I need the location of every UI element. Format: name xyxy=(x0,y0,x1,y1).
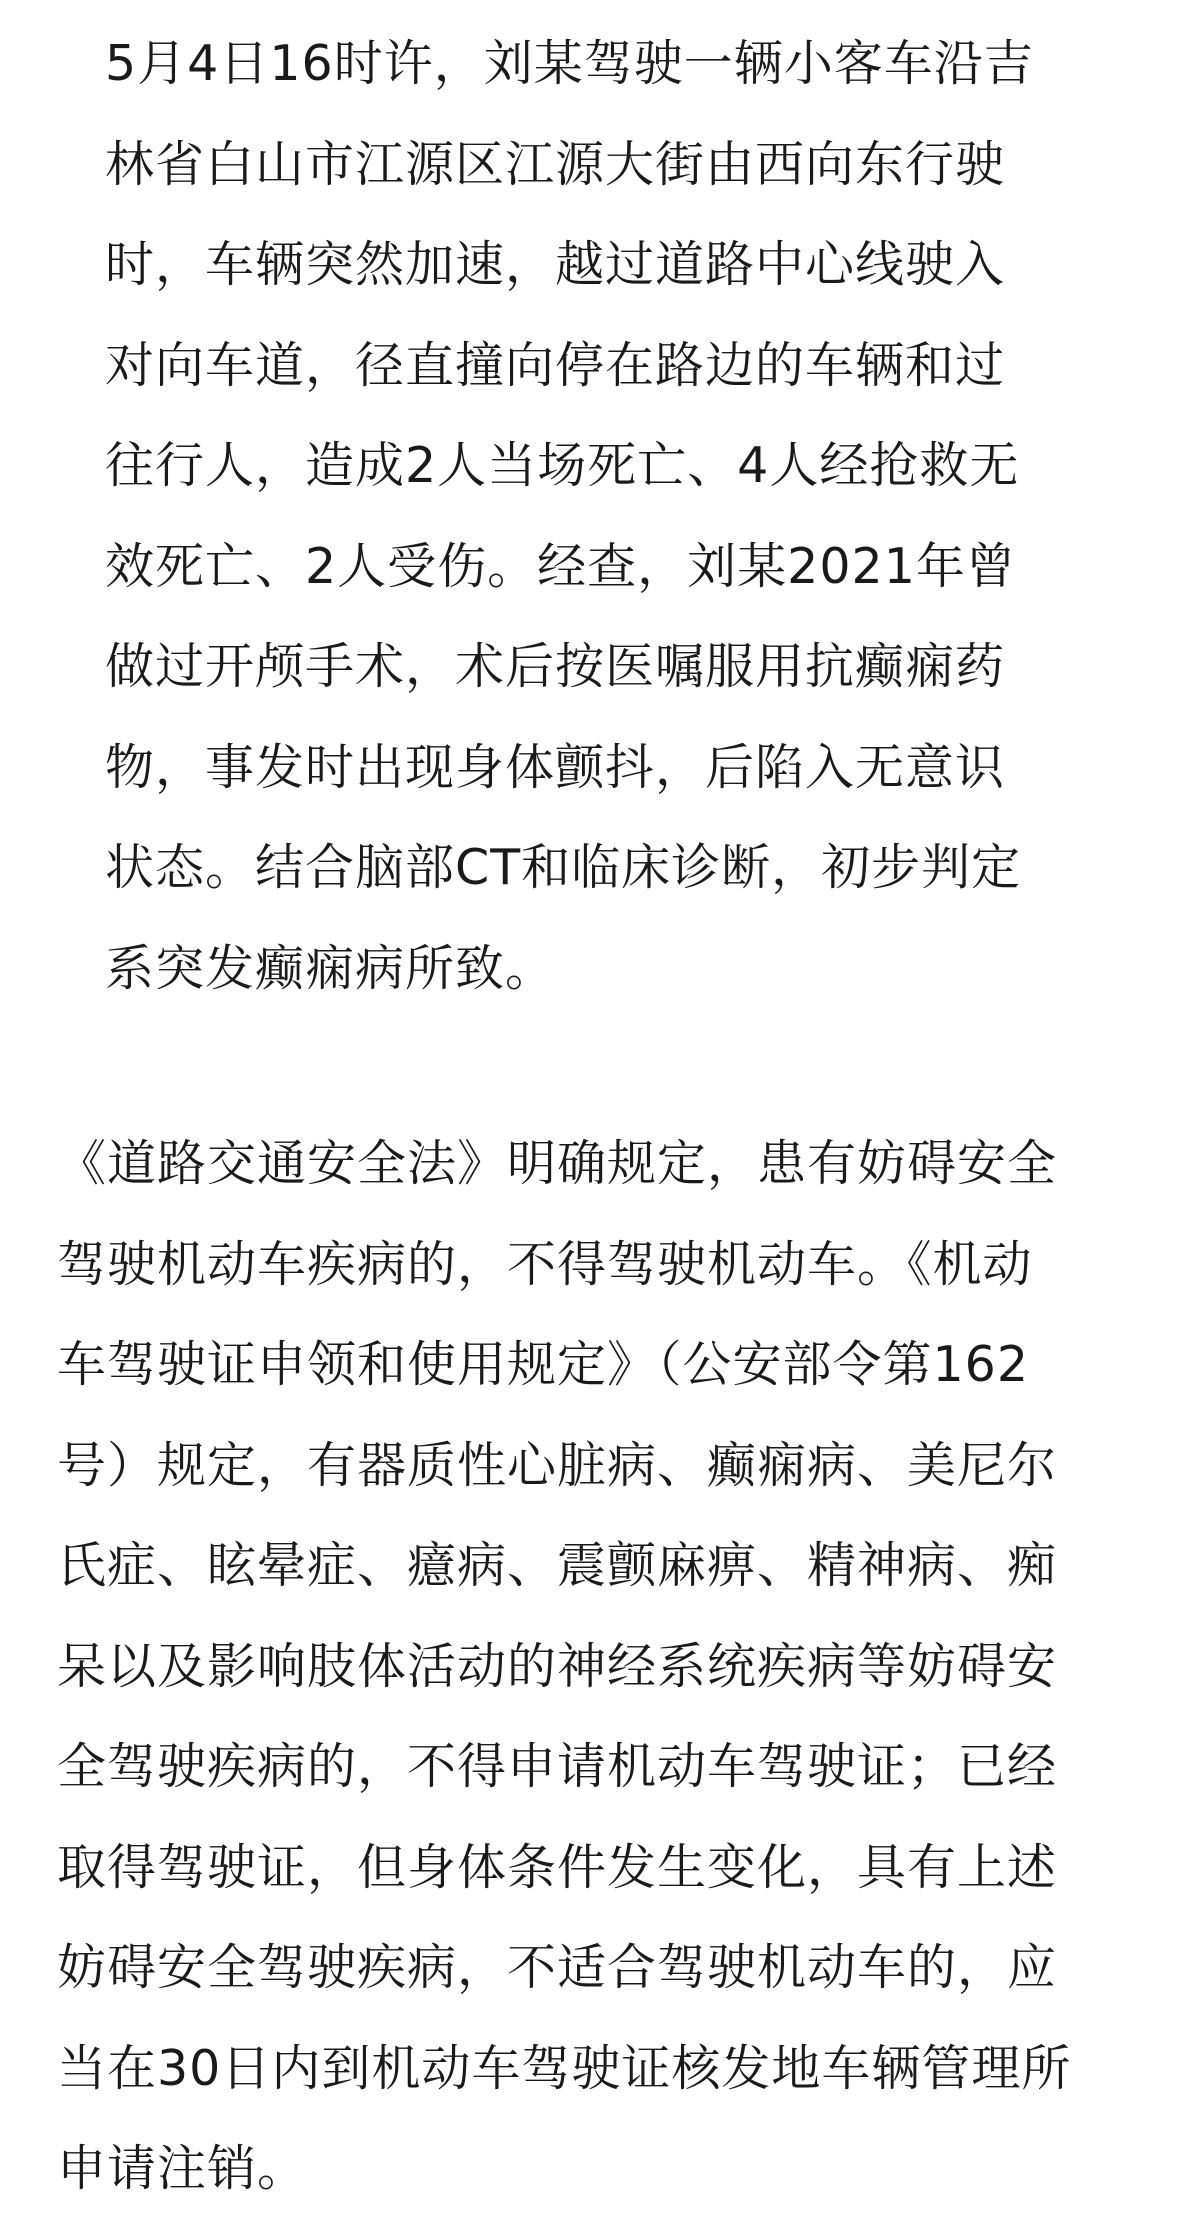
text-line: 当在30日内到机动车驾驶证核发地车辆管理所 xyxy=(57,2039,1072,2097)
paragraph-regulations xyxy=(57,1114,1071,2220)
text-line: 《道路交通安全法》明确规定，患有妨碍安全 xyxy=(57,1135,1058,1192)
text-line: 效死亡、2人受伤。经查，刘某2021年曾 xyxy=(105,537,1016,595)
text-line: 状态。结合脑部CT和临床诊断，初步判定 xyxy=(105,839,1022,896)
text-line: 林省白山市江源区江源大街由西向东行驶 xyxy=(105,135,1006,193)
text-line: 妨碍安全驾驶疾病，不适合驾驶机动车的，应 xyxy=(57,1939,1058,1996)
text-line: 号）规定，有器质性心脏病、癫痫病、美尼尔 xyxy=(57,1436,1058,1494)
text-line: 往行人，造成2人当场死亡、4人经抢救无 xyxy=(105,437,1020,494)
text-line: 做过开颅手术，术后按医嘱服用抗癫痫药 xyxy=(105,638,1006,695)
text-line: 申请注销。 xyxy=(57,2140,308,2197)
text-line: 5月4日16时许，刘某驾驶一辆小客车沿吉 xyxy=(105,35,1034,92)
text-line: 氏症、眩晕症、癔病、震颤麻痹、精神病、痴 xyxy=(57,1537,1058,1594)
text-line: 驾驶机动车疾病的，不得驾驶机动车。《机动 xyxy=(57,1235,1033,1293)
text-line: 物，事发时出现身体颤抖，后陷入无意识 xyxy=(105,738,1006,796)
text-line: 系突发癫痫病所致。 xyxy=(105,939,556,997)
paragraph-incident xyxy=(105,14,1034,1019)
text-line: 时，车辆突然加速，越过道路中心线驶入 xyxy=(105,236,1006,293)
text-line: 呆以及影响肢体活动的神经系统疾病等妨碍安 xyxy=(57,1637,1058,1695)
text-line: 全驾驶疾病的，不得申请机动车驾驶证；已经 xyxy=(57,1738,1058,1795)
text-line: 车驾驶证申领和使用规定》（公安部令第162 xyxy=(57,1336,1030,1393)
text-line: 取得驾驶证，但身体条件发生变化，具有上述 xyxy=(57,1838,1058,1896)
text-line: 对向车道，径直撞向停在路边的车辆和过 xyxy=(105,336,1006,394)
